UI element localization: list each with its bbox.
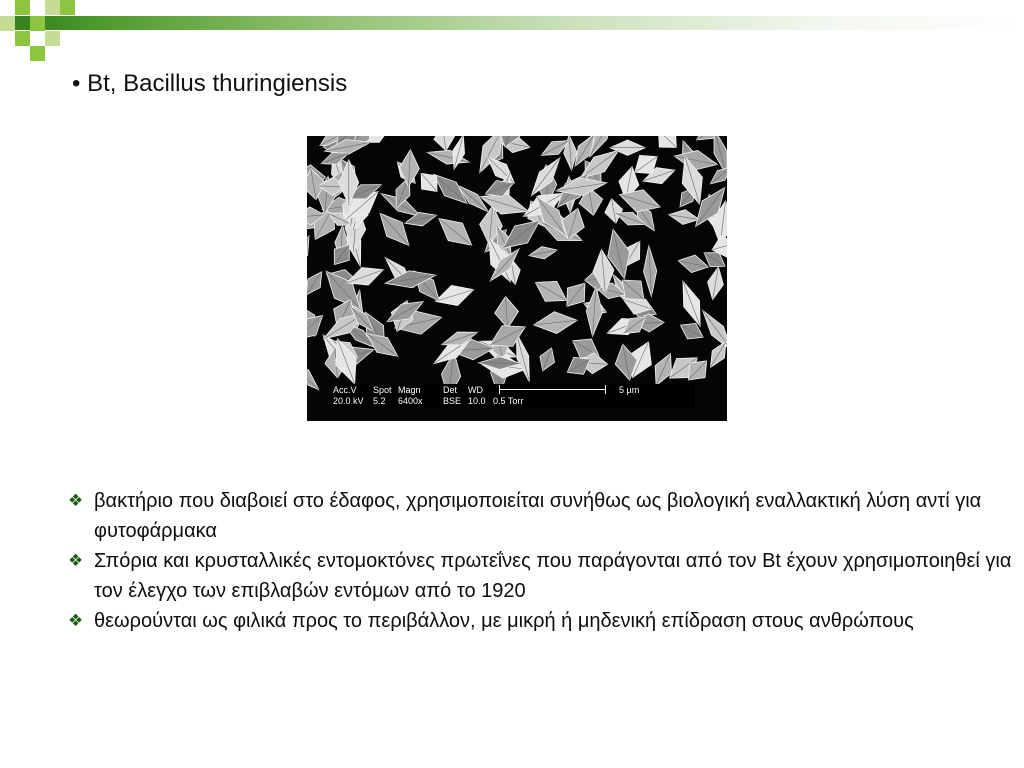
sem-label-spot: Spot bbox=[373, 385, 392, 395]
crystal-shape bbox=[307, 268, 328, 300]
bullet-item bbox=[68, 546, 1013, 606]
diamond-bullet-icon: ❖ bbox=[68, 491, 84, 511]
sem-label-wd: WD bbox=[468, 385, 483, 395]
decor-square bbox=[15, 31, 30, 46]
header-gradient-band bbox=[0, 16, 1024, 30]
sem-value-magn: 6400x bbox=[398, 396, 423, 406]
sem-label-det: Det bbox=[443, 385, 458, 395]
crystal-ridge bbox=[488, 157, 515, 183]
sem-info-bar bbox=[331, 384, 695, 408]
sem-value-pressure: 0.5 Torr bbox=[493, 396, 524, 406]
diamond-bullet-icon: ❖ bbox=[68, 551, 84, 571]
decor-square bbox=[30, 16, 45, 31]
bullet-text: Σπόρια και κρυσταλλικές εντομοκτόνες πρωτεΐνες που παράγονται από τον Bt έχουν χρησιμοποιηθεί για τον έλεγχο των επιβλαβών εντόμων από το 1920 bbox=[94, 550, 1012, 602]
sem-crystals-drawing bbox=[307, 136, 727, 421]
sem-scale-bar bbox=[499, 389, 605, 390]
bullet-text: θεωρούνται ως φιλικά προς το περιβάλλον, με μικρή ή μηδενική επίδραση στους ανθρώπους bbox=[94, 610, 914, 632]
decor-square bbox=[60, 0, 75, 15]
decor-square bbox=[15, 0, 30, 15]
sem-scale-tick-left bbox=[499, 385, 500, 394]
sem-label-accv: Acc.V bbox=[333, 385, 357, 395]
slide-title: • Bt, Bacillus thuringiensis bbox=[72, 70, 348, 97]
bullet-list bbox=[68, 486, 1013, 636]
decor-square bbox=[0, 16, 15, 31]
crystal-shape bbox=[307, 356, 324, 395]
sem-scale-label: 5 µm bbox=[619, 385, 640, 395]
sem-label-magn: Magn bbox=[398, 385, 421, 395]
sem-micrograph-image bbox=[307, 136, 727, 421]
bullet-item bbox=[68, 486, 1013, 546]
decor-square bbox=[45, 0, 60, 15]
decor-square bbox=[30, 46, 45, 61]
diamond-bullet-icon: ❖ bbox=[68, 611, 84, 631]
crystal-shape bbox=[307, 233, 315, 272]
decor-square bbox=[45, 31, 60, 46]
crystal-shape bbox=[704, 338, 727, 371]
sem-value-spot: 5.2 bbox=[373, 396, 386, 406]
sem-value-wd: 10.0 bbox=[468, 396, 486, 406]
bullet-item bbox=[68, 606, 1013, 636]
sem-value-det: BSE bbox=[443, 396, 462, 406]
sem-value-accv: 20.0 kV bbox=[333, 396, 364, 406]
sem-scale-tick-right bbox=[605, 385, 606, 394]
bullet-text: βακτήριο που διαβοιεί στο έδαφος, χρησιμοποιείται συνήθως ως βιολογική εναλλακτική λύση αντί για φυτοφάρμακα bbox=[94, 490, 982, 542]
